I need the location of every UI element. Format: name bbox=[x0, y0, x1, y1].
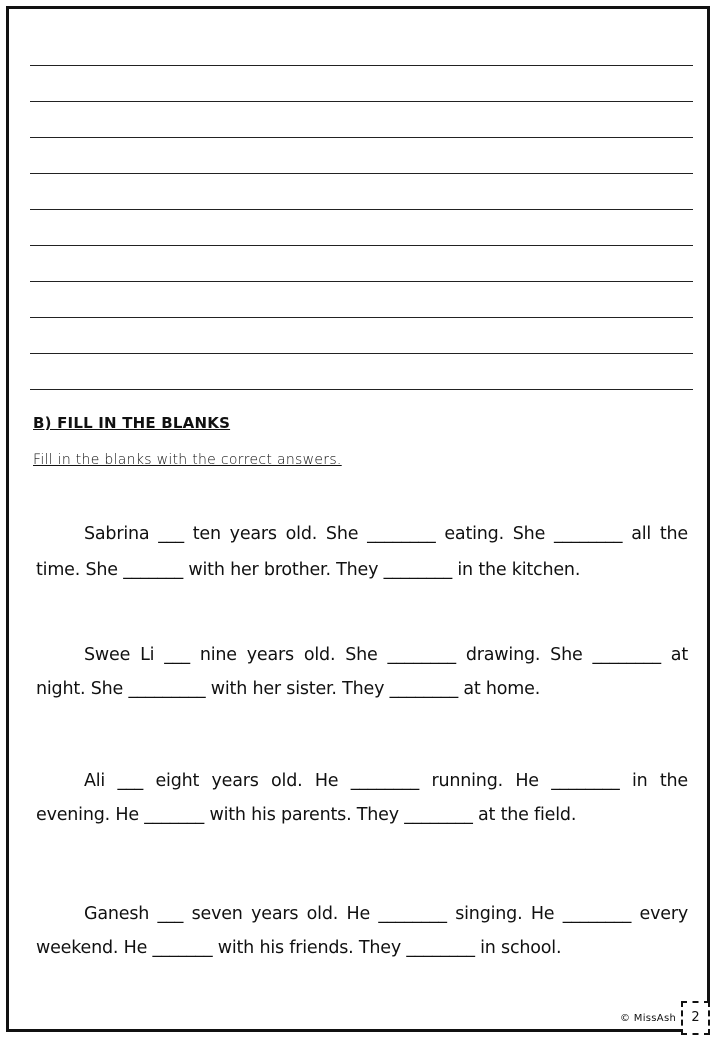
section-instruction: Fill in the blanks with the correct answers. bbox=[33, 452, 342, 468]
writing-line bbox=[30, 246, 693, 282]
writing-line bbox=[30, 318, 693, 354]
writing-line bbox=[30, 354, 693, 390]
copyright-footer: © MissAsh bbox=[620, 1013, 677, 1024]
writing-line bbox=[30, 210, 693, 246]
writing-lines bbox=[30, 30, 693, 390]
fill-blank-paragraph-ganesh: Ganesh ___ seven years old. He ________ singing. He ________ every weekend. He _______ with his friends. They ________ in school. bbox=[36, 904, 688, 958]
writing-line bbox=[30, 174, 693, 210]
writing-line bbox=[30, 282, 693, 318]
section-title: B) FILL IN THE BLANKS bbox=[33, 414, 231, 432]
writing-line bbox=[30, 138, 693, 174]
writing-line bbox=[30, 66, 693, 102]
writing-line bbox=[30, 30, 693, 66]
writing-line bbox=[30, 102, 693, 138]
fill-blank-paragraph-sabrina: Sabrina ___ ten years old. She ________ eating. She ________ all the time. She _______ with her brother. They ________ in the kitchen. bbox=[36, 524, 688, 580]
page-number: 2 bbox=[681, 1001, 710, 1035]
fill-blank-paragraph-ali: Ali ___ eight years old. He ________ running. He ________ in the evening. He _______ with his parents. They ________ at the field. bbox=[36, 771, 688, 825]
fill-blank-paragraph-swee-li: Swee Li ___ nine years old. She ________ drawing. She ________ at night. She _________ with her sister. They ________ at home. bbox=[36, 645, 688, 699]
